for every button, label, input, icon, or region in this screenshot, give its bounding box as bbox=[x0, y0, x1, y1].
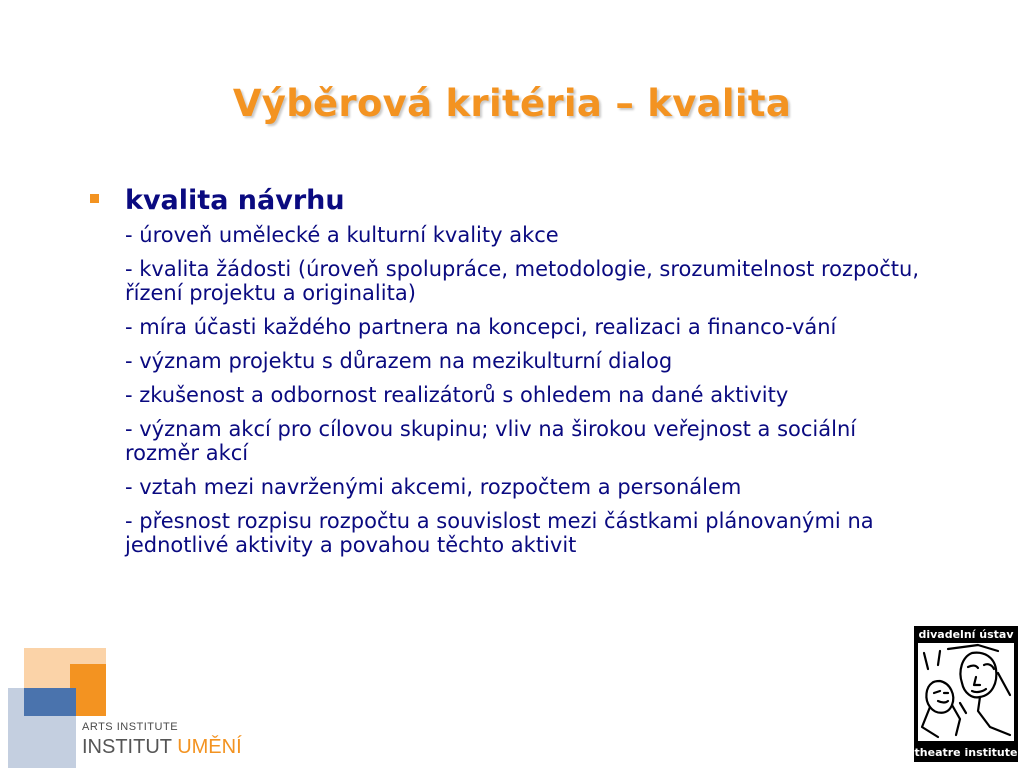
sub-item: - kvalita žádosti (úroveň spolupráce, metodologie, srozumitelnost rozpočtu, řízení projektu a originalita) bbox=[125, 257, 920, 305]
slide-title: Výběrová kritéria – kvalita bbox=[232, 82, 792, 125]
sub-list bbox=[88, 223, 948, 557]
theatre-institute-label: theatre institute bbox=[914, 746, 1018, 759]
divadelni-ustav-label: divadelní ústav bbox=[918, 628, 1014, 641]
sub-item: - význam akcí pro cílovou skupinu; vliv na širokou veřejnost a sociální rozměr akcí bbox=[125, 417, 857, 465]
institut-word: INSTITUT bbox=[82, 736, 178, 758]
arts-institute-logo bbox=[8, 648, 268, 768]
sub-item: - úroveň umělecké a kulturní kvality akce bbox=[125, 223, 559, 247]
bullet-item bbox=[88, 183, 948, 219]
sub-item: - míra účasti každého partnera na koncepci, realizaci a financo-vání bbox=[125, 315, 837, 339]
faces-drawing-icon bbox=[918, 643, 1014, 741]
slide-content bbox=[88, 183, 948, 567]
logo-square-icon bbox=[24, 688, 76, 716]
institut-umeni-label bbox=[82, 736, 242, 759]
bullet-heading: kvalita návrhu bbox=[125, 185, 345, 216]
bullet-square-icon bbox=[90, 194, 99, 203]
sub-item: - zkušenost a odbornost realizátorů s ohledem na dané aktivity bbox=[125, 383, 789, 407]
sub-item: - význam projektu s důrazem na mezikulturní dialog bbox=[125, 349, 673, 373]
sub-item: - přesnost rozpisu rozpočtu a souvislost mezi částkami plánovanými na jednotlivé aktivity a povahou těchto aktivit bbox=[125, 509, 874, 557]
theatre-institute-logo bbox=[914, 626, 1018, 762]
sub-item: - vztah mezi navrženými akcemi, rozpočtem a personálem bbox=[125, 475, 742, 499]
arts-institute-label: ARTS INSTITUTE bbox=[82, 721, 179, 733]
umeni-word: UMĚNÍ bbox=[177, 736, 242, 758]
